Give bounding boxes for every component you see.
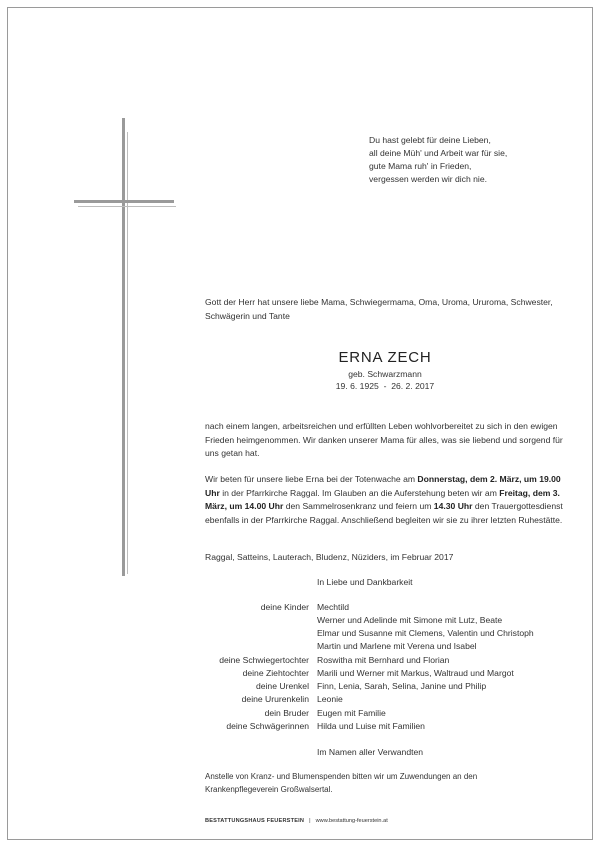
- family-label: deine Schwägerinnen: [226, 721, 309, 731]
- service-part: Wir beten für unsere liebe Erna bei der Totenwache am: [205, 474, 418, 484]
- service-highlight: Donnerstag, dem 2. März, um 19.00 Uhr: [205, 474, 561, 498]
- family-names: Mechtild: [317, 602, 349, 612]
- life-dates: 19. 6. 1925 - 26. 2. 2017: [335, 381, 435, 391]
- birth-name: geb. Schwarzmann: [348, 369, 422, 379]
- family-label: deine Ururenkelin: [241, 694, 309, 704]
- family-names: Finn, Lenia, Sarah, Selina, Janine und Philip: [317, 681, 487, 691]
- service-highlight: 14.30 Uhr: [433, 501, 473, 511]
- intro-text: Gott der Herr hat unsere liebe Mama, Schwiegermama, Oma, Uroma, Ururoma, Schwester, Schwägerin und Tante: [205, 297, 553, 321]
- company-url: www.bestattung-feuerstein.at: [315, 818, 388, 824]
- company-name: BESTATTUNGSHAUS FEUERSTEIN: [205, 818, 305, 824]
- family-names: Marili und Werner mit Markus, Waltraud und Margot: [317, 668, 514, 678]
- family-label: deine Kinder: [260, 602, 309, 612]
- donation-note: Anstelle von Kranz- und Blumenspenden bitten wir um Zuwendungen an den Krankenpflegeverein Großwalsertal.: [205, 772, 478, 794]
- family-names: Eugen mit Familie: [317, 708, 386, 718]
- deceased-name: ERNA ZECH: [338, 349, 432, 366]
- family-label: dein Bruder: [264, 708, 309, 718]
- footer-separator: |: [309, 818, 311, 824]
- deceased-block: [205, 348, 565, 392]
- service-part: in der Pfarrkirche Raggal. Im Glauben an die Auferstehung beten wir am: [219, 487, 500, 498]
- poem: [369, 134, 507, 186]
- family-names: Leonie: [317, 694, 343, 704]
- family-label: deine Ziehtochter: [242, 668, 309, 678]
- greeting: In Liebe und Dankbarkeit: [317, 577, 413, 587]
- place-date: Raggal, Satteins, Lauterach, Bludenz, Nüziders, im Februar 2017: [205, 552, 454, 562]
- family-names: Martin und Marlene mit Verena und Isabel: [317, 641, 477, 651]
- poem-line: gute Mama ruh' in Frieden,: [369, 161, 472, 171]
- service-part: den Trauergottesdienst ebenfalls in der Pfarrkirche Raggal. Anschließend begleiten wir sie zu ihrer letzten Ruhestätte.: [205, 501, 563, 525]
- family-names: Roswitha mit Bernhard und Florian: [317, 655, 450, 665]
- service-text: [205, 473, 565, 527]
- service-highlight: Freitag, dem 3. März, um 14.00 Uhr: [205, 487, 560, 511]
- closing-text: Im Namen aller Verwandten: [317, 747, 424, 757]
- poem-line: all deine Müh' und Arbeit war für sie,: [369, 148, 508, 158]
- family-names: Werner und Adelinde mit Simone mit Lutz, Beate: [317, 615, 503, 625]
- family-names: Elmar und Susanne mit Clemens, Valentin und Christoph: [317, 628, 534, 638]
- poem-line: Du hast gelebt für deine Lieben,: [369, 135, 491, 145]
- footer: [205, 818, 388, 824]
- poem-line: vergessen werden wir dich nie.: [369, 174, 487, 184]
- service-part: den Sammelrosenkranz und feiern um: [283, 501, 434, 511]
- passage-text: nach einem langen, arbeitsreichen und erfüllten Leben wohlvorbereitet zu sich in den ewigen Frieden heimgenommen. Wir danken unserer Mama für alles, was sie liebend und sorgend für uns getan hat.: [205, 421, 563, 458]
- family-names: Hilda und Luise mit Familien: [317, 721, 425, 731]
- family-label: deine Urenkel: [255, 681, 309, 691]
- family-label: deine Schwiegertochter: [219, 655, 309, 665]
